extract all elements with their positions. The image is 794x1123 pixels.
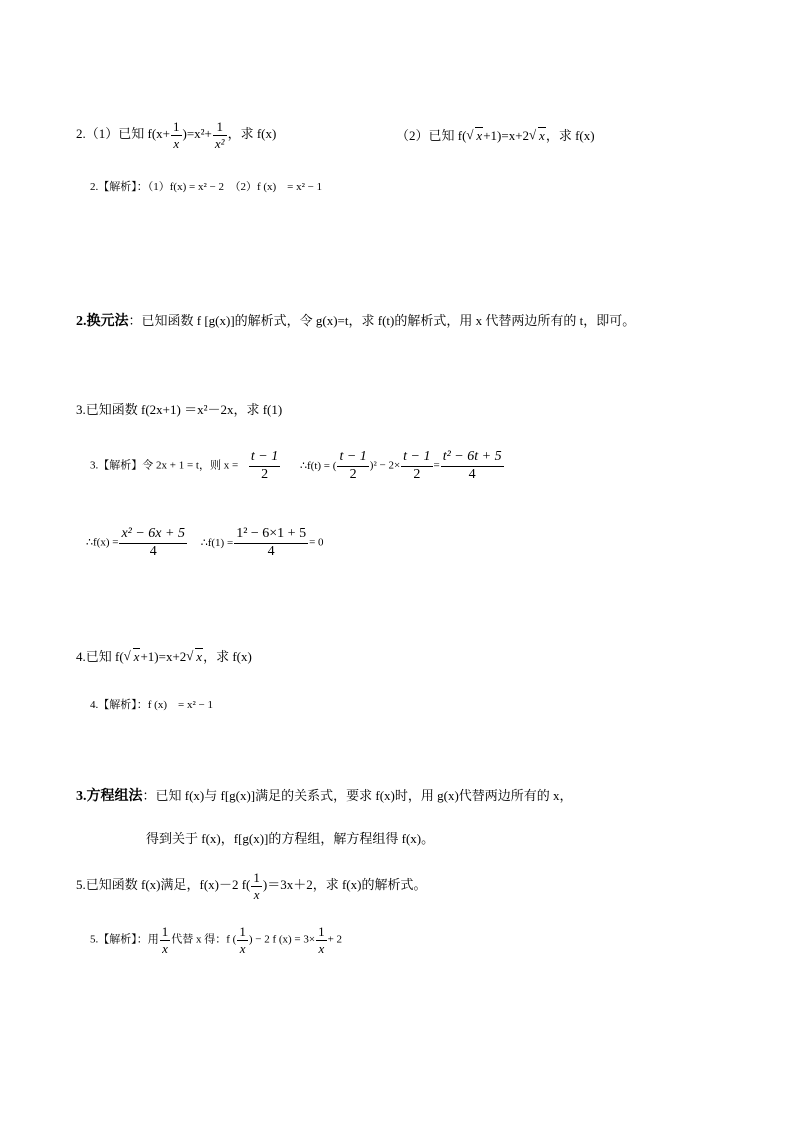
q5-stem	[76, 871, 426, 901]
q4-solution: 4.【解析】：f (x) = x² − 1	[90, 699, 213, 711]
q2-solution: 2.【解析】：（1）f(x) = x² − 2 （2）f (x) = x² − 1	[90, 181, 323, 193]
method2-text: ：已知函数 f [g(x)]的解析式，令 g(x)=t，求 f(t)的解析式，用 x 代替两边所有的 t，即可。	[128, 313, 636, 328]
radicand: x	[476, 128, 483, 143]
frac-num: t − 1	[401, 450, 432, 467]
q2-p1-text-a: 2.（1）已知 f(x+	[76, 126, 170, 142]
frac-fx	[119, 527, 187, 559]
q5-sol-text-b: 代替 x 得：f (	[171, 933, 237, 946]
q5-sol-text-a: 5.【解析】：用	[90, 933, 159, 946]
q3-sol-text-b: ∴f(t) = (	[300, 459, 337, 472]
frac-den: x	[253, 886, 260, 902]
frac-num: 1	[253, 870, 260, 885]
q3-sol-text-c: )² − 2×	[369, 459, 401, 472]
frac-den: 2	[413, 466, 421, 482]
q3-line2-text-a: ∴f(x) =	[86, 536, 119, 549]
frac-den: x²	[214, 135, 225, 151]
frac-num: t² − 6t + 5	[441, 450, 504, 467]
sqrt-x-2	[186, 650, 203, 664]
frac-den: x	[239, 940, 246, 956]
frac-den: 4	[149, 543, 157, 559]
q3-solution-line1	[90, 450, 505, 482]
sqrt-x	[466, 129, 483, 143]
frac-f1	[234, 527, 308, 559]
q2-p1-fraction	[171, 120, 182, 150]
q5-solution	[90, 925, 342, 955]
q3-line2-text-c: = 0	[309, 536, 324, 549]
q2-p2-text-b: +1)=x+2	[483, 128, 530, 143]
frac-den: x	[173, 135, 180, 151]
q3-sol-text-d: =	[433, 459, 440, 472]
frac-t-minus-1	[249, 450, 280, 482]
frac-1-over-x	[160, 925, 171, 955]
frac-t-minus-1-b	[337, 450, 368, 482]
frac-num: 1	[161, 924, 169, 939]
q5-text-a: 5.已知函数 f(x)满足，f(x)－2 f(	[76, 877, 251, 893]
q4-stem	[76, 650, 252, 664]
q4-text-a: 4.已知 f(	[76, 649, 124, 664]
frac-num: 1	[213, 120, 227, 136]
frac-num: x² − 6x + 5	[119, 527, 187, 544]
frac-den: 2	[349, 466, 357, 482]
q5-fraction	[251, 871, 262, 901]
method3-line1	[76, 789, 573, 804]
frac-1-over-x-c	[316, 925, 327, 955]
frac-1-over-x-b	[237, 925, 248, 955]
method2-line	[76, 314, 635, 329]
method3-text: ：已知 f(x)与 f[g(x)]满足的关系式，要求 f(x)时，用 g(x)代替两边所有的 x，	[142, 788, 573, 803]
q3-line2-text-b: ∴f(1) =	[200, 536, 234, 549]
q2-part1	[76, 120, 276, 150]
method3-title: 3.方程组法	[76, 789, 143, 804]
sqrt-x-2	[529, 129, 546, 143]
frac-den: 4	[468, 466, 476, 482]
frac-t-minus-1-c	[401, 450, 432, 482]
q2-part2	[396, 129, 595, 143]
frac-den: x	[318, 940, 325, 956]
q3-sol-text-a: 3.【解析】令 2x + 1 = t，则 x =	[90, 459, 239, 472]
q2-p1-fraction2	[213, 120, 227, 150]
frac-num: 1² − 6×1 + 5	[234, 527, 308, 544]
sqrt-x	[124, 650, 141, 664]
radicand: x	[133, 649, 140, 664]
frac-den: 4	[267, 543, 275, 559]
frac-result	[441, 450, 504, 482]
frac-num: 1	[318, 924, 325, 939]
q4-text-c: ，求 f(x)	[203, 649, 252, 664]
frac-num: t − 1	[337, 450, 368, 467]
frac-den: 2	[261, 466, 269, 482]
q5-text-b: )＝3x＋2，求 f(x)的解析式。	[262, 877, 427, 893]
method2-title: 2.换元法	[76, 314, 129, 329]
q5-sol-text-d: + 2	[327, 933, 343, 946]
q2-p2-text-c: ，求 f(x)	[545, 128, 595, 143]
radicand: x	[196, 649, 203, 664]
q4-text-b: +1)=x+2	[140, 649, 187, 664]
frac-num: 1	[239, 924, 246, 939]
q2-p2-text-a: （2）已知 f(	[396, 128, 467, 143]
frac-den: x	[162, 940, 168, 956]
q3-solution-line2	[86, 527, 324, 559]
q2-p1-text-c: ，求 f(x)	[227, 126, 277, 142]
q2-p1-text-b: )=x²+	[182, 126, 212, 142]
frac-num: 1	[173, 119, 180, 134]
q5-sol-text-c: ) − 2 f (x) = 3×	[248, 933, 316, 946]
frac-num: t − 1	[249, 450, 280, 467]
q3-stem: 3.已知函数 f(2x+1) ＝x²－2x，求 f(1)	[76, 402, 283, 417]
radicand: x	[539, 128, 545, 143]
method3-line2: 得到关于 f(x)，f[g(x)]的方程组，解方程组得 f(x)。	[146, 831, 435, 846]
